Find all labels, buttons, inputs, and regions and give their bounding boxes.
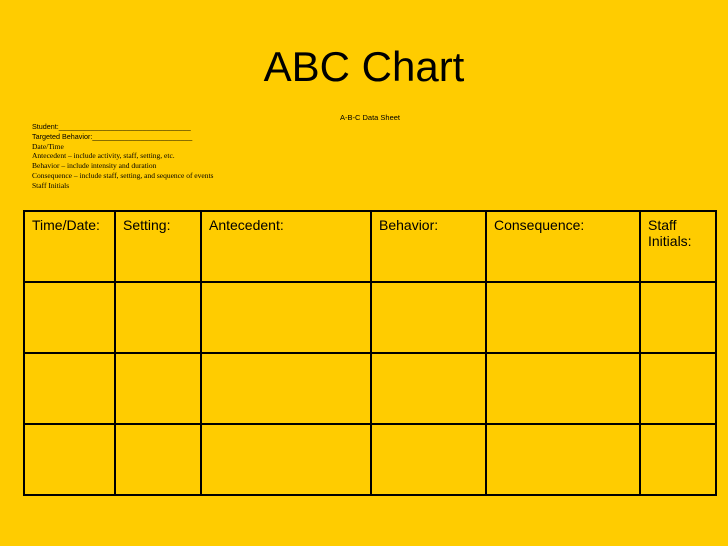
instruction-date-time: Date/Time [32,141,64,151]
instructions-block [32,122,213,191]
header-consequence: Consequence: [486,211,640,282]
table-cell[interactable] [201,282,371,353]
instruction-consequence: Consequence – include staff, setting, and sequence of events [32,170,214,180]
sheet-subtitle: A-B-C Data Sheet [339,113,401,122]
header-staff-initials: Staff Initials: [640,211,716,282]
instruction-antecedent: Antecedent – include activity, staff, setting, etc. [32,151,175,161]
table-cell[interactable] [371,282,486,353]
table-row [24,353,716,424]
header-time-date: Time/Date: [24,211,115,282]
table-cell[interactable] [371,353,486,424]
table-row [24,282,716,353]
table-cell[interactable] [24,282,115,353]
table-cell[interactable] [115,353,201,424]
table-cell[interactable] [640,424,716,495]
instruction-behavior: Behavior – include intensity and duration [32,161,157,171]
table-cell[interactable] [115,424,201,495]
table-cell[interactable] [24,353,115,424]
header-setting: Setting: [115,211,201,282]
abc-data-table [23,210,717,496]
table-header-row [24,211,716,282]
header-behavior: Behavior: [371,211,486,282]
instruction-staff-initials: Staff Initials [32,180,70,190]
table-cell[interactable] [371,424,486,495]
table-cell[interactable] [201,424,371,495]
table-cell[interactable] [486,424,640,495]
table-cell[interactable] [640,282,716,353]
table-cell[interactable] [201,353,371,424]
targeted-behavior-field: Targeted Behavior:_________________________ [32,131,193,141]
header-antecedent: Antecedent: [201,211,371,282]
table-cell[interactable] [640,353,716,424]
table-cell[interactable] [115,282,201,353]
table-cell[interactable] [486,353,640,424]
student-field: Student:_________________________________ [32,122,191,131]
table-cell[interactable] [24,424,115,495]
table-row [24,424,716,495]
page-title: ABC Chart [263,43,465,90]
table-cell[interactable] [486,282,640,353]
